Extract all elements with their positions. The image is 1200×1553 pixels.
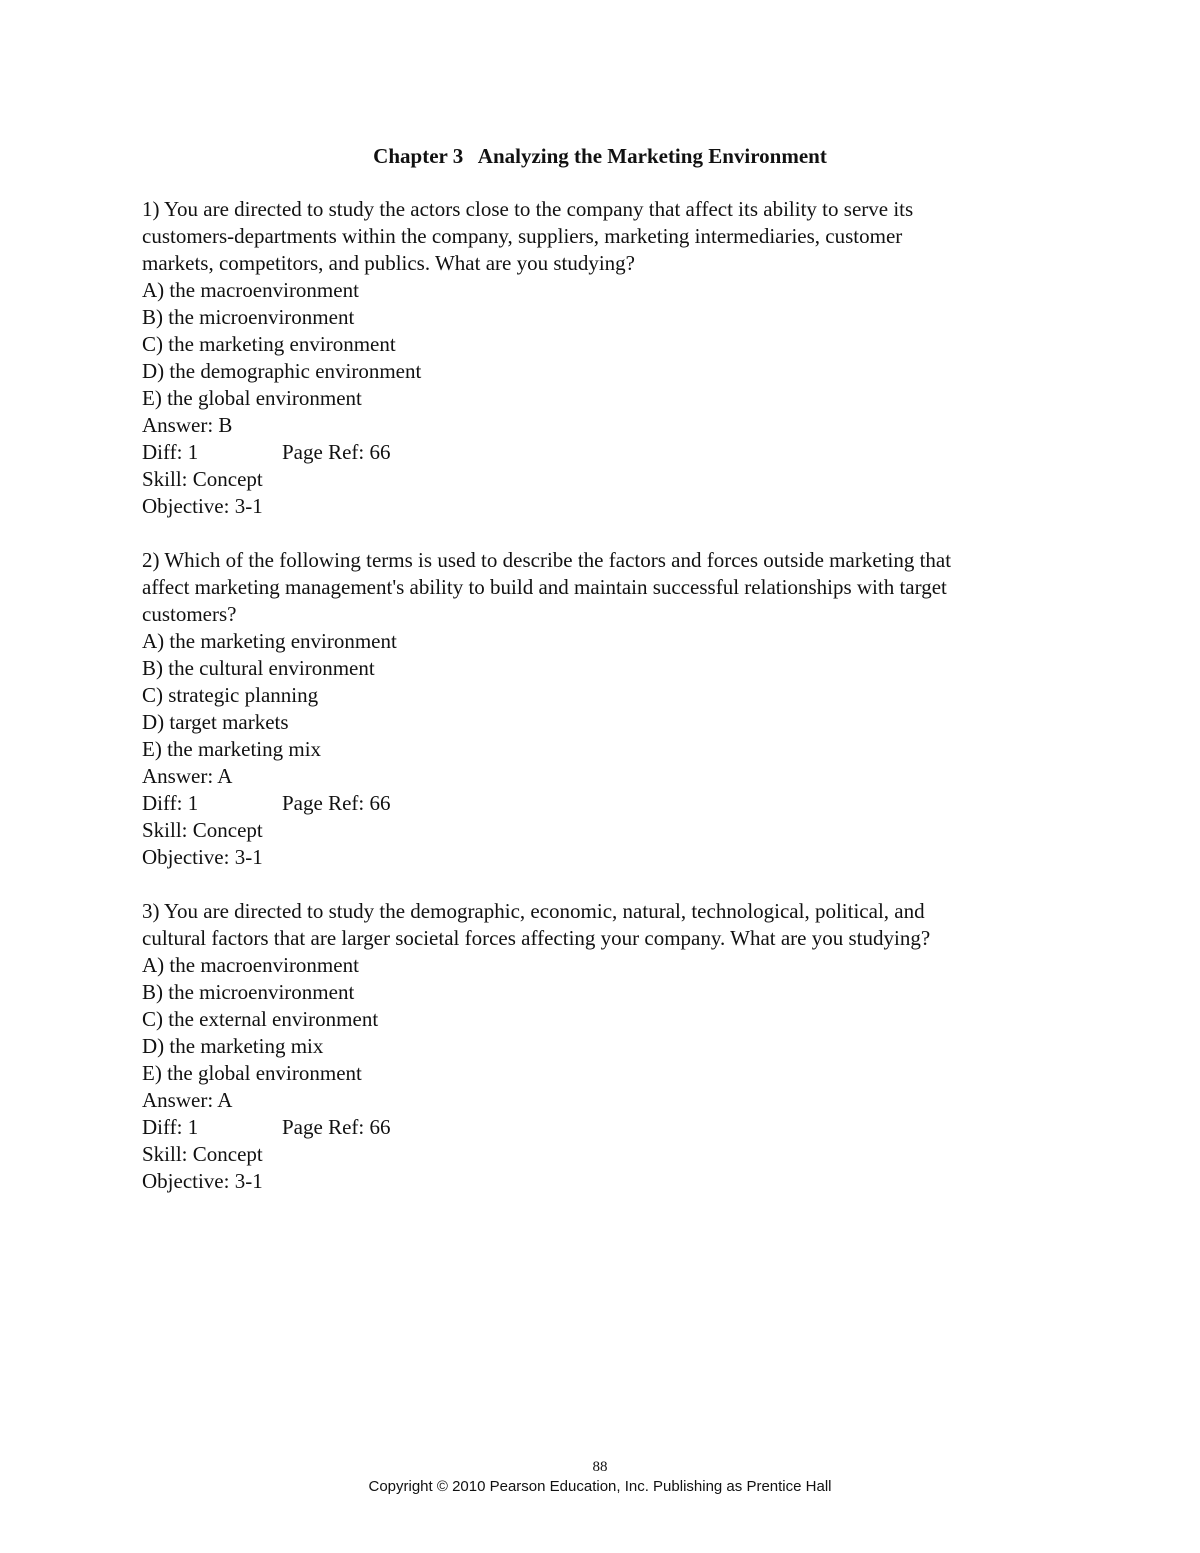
objective: Objective: 3-1 — [142, 845, 263, 869]
option-a: A) the marketing environment — [142, 629, 397, 653]
page-ref: Page Ref: 66 — [282, 440, 391, 464]
option-c: C) strategic planning — [142, 683, 319, 707]
option-c: C) the external environment — [142, 1007, 379, 1031]
question-1 — [142, 196, 1062, 520]
page-ref: Page Ref: 66 — [282, 1115, 391, 1139]
option-e: E) the marketing mix — [142, 737, 322, 761]
option-e: E) the global environment — [142, 386, 362, 410]
option-a: A) the macroenvironment — [142, 953, 359, 977]
question-text-line: customers? — [142, 602, 237, 626]
question-2 — [142, 547, 1062, 871]
page-number: 88 — [592, 1459, 608, 1475]
skill: Skill: Concept — [142, 1142, 263, 1166]
difficulty: Diff: 1 — [142, 1115, 199, 1139]
option-d: D) the marketing mix — [142, 1034, 324, 1058]
question-text-line: markets, competitors, and publics. What are you studying? — [142, 251, 635, 275]
option-b: B) the cultural environment — [142, 656, 375, 680]
page-ref: Page Ref: 66 — [282, 791, 391, 815]
question-text-line: cultural factors that are larger societal forces affecting your company. What are you studying? — [142, 926, 931, 950]
question-text-line: customers-departments within the company, suppliers, marketing intermediaries, customer — [142, 224, 903, 248]
difficulty: Diff: 1 — [142, 440, 199, 464]
skill: Skill: Concept — [142, 467, 263, 491]
diff-page-ref-row — [142, 790, 1062, 817]
question-text-line: 3) You are directed to study the demographic, economic, natural, technological, political, and — [142, 899, 925, 923]
answer: Answer: A — [142, 764, 233, 788]
skill: Skill: Concept — [142, 818, 263, 842]
diff-page-ref-row — [142, 1114, 1062, 1141]
copyright-notice: Copyright © 2010 Pearson Education, Inc. Publishing as Prentice Hall — [368, 1478, 832, 1495]
option-d: D) the demographic environment — [142, 359, 422, 383]
diff-page-ref-row — [142, 439, 1062, 466]
question-text-line: affect marketing management's ability to build and maintain successful relationships with target — [142, 575, 947, 599]
option-a: A) the macroenvironment — [142, 278, 359, 302]
question-text-line: 1) You are directed to study the actors close to the company that affect its ability to serve its — [142, 197, 914, 221]
option-d: D) target markets — [142, 710, 289, 734]
option-b: B) the microenvironment — [142, 980, 355, 1004]
objective: Objective: 3-1 — [142, 1169, 263, 1193]
option-c: C) the marketing environment — [142, 332, 396, 356]
question-3 — [142, 898, 1062, 1195]
option-b: B) the microenvironment — [142, 305, 355, 329]
option-e: E) the global environment — [142, 1061, 362, 1085]
answer: Answer: A — [142, 1088, 233, 1112]
page-title: Chapter 3 Analyzing the Marketing Environment — [373, 144, 827, 168]
objective: Objective: 3-1 — [142, 494, 263, 518]
question-list — [142, 196, 1062, 1222]
question-text-line: 2) Which of the following terms is used to describe the factors and forces outside marketing that — [142, 548, 952, 572]
difficulty: Diff: 1 — [142, 791, 199, 815]
answer: Answer: B — [142, 413, 233, 437]
